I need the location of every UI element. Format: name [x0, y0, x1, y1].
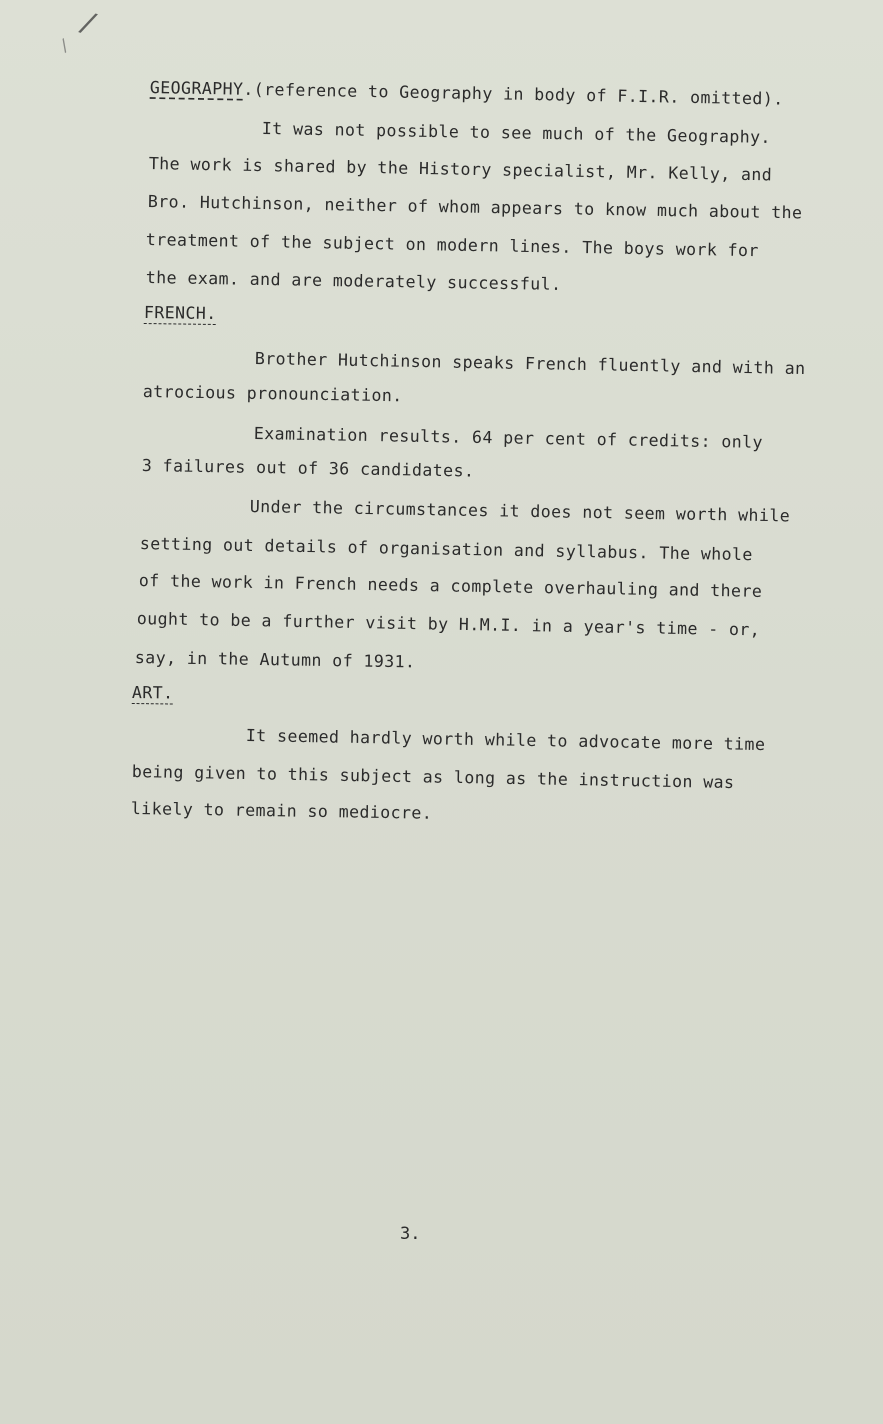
- small-pen-mark-icon: /: [54, 34, 74, 56]
- page-number: 3.: [400, 1224, 421, 1244]
- art-heading: ART.: [131, 683, 174, 703]
- french-line-2: atrocious pronounciation.: [142, 382, 403, 406]
- french-line-9: say, in the Autumn of 1931.: [134, 648, 416, 672]
- french-heading: FRENCH.: [143, 303, 217, 324]
- french-line-3: Examination results. 64 per cent of credits: only: [253, 424, 764, 452]
- geography-line-2: The work is shared by the History specialist, Mr. Kelly, and: [148, 154, 773, 185]
- geography-line-5: the exam. and are moderately successful.: [145, 268, 562, 294]
- french-line-1: Brother Hutchinson speaks French fluently and with an: [254, 349, 806, 379]
- geography-line-4: treatment of the subject on modern lines. The boys work for: [145, 230, 759, 261]
- art-line-3: likely to remain so mediocre.: [130, 799, 433, 823]
- french-line-7: of the work in French needs a complete overhauling and there: [138, 571, 763, 601]
- pen-mark-icon: /: [75, 4, 102, 42]
- geography-heading: GEOGRAPHY: [149, 78, 244, 99]
- french-line-6: setting out details of organisation and syllabus. The whole: [139, 534, 753, 565]
- art-line-2: being given to this subject as long as the instruction was: [131, 762, 735, 793]
- geography-note: .(reference to Geography in body of F.I.R. omitted).: [243, 79, 784, 109]
- geography-line-1: It was not possible to see much of the Geography.: [261, 119, 772, 147]
- geography-line-3: Bro. Hutchinson, neither of whom appears to know much about the: [147, 192, 803, 223]
- french-line-8: ought to be a further visit by H.M.I. in a year's time - or,: [136, 609, 761, 640]
- art-line-1: It seemed hardly worth while to advocate more time: [245, 726, 766, 755]
- french-line-4: 3 failures out of 36 candidates.: [141, 456, 475, 481]
- geography-title-line: [150, 80, 784, 108]
- french-line-5: Under the circumstances it does not seem worth while: [249, 497, 791, 526]
